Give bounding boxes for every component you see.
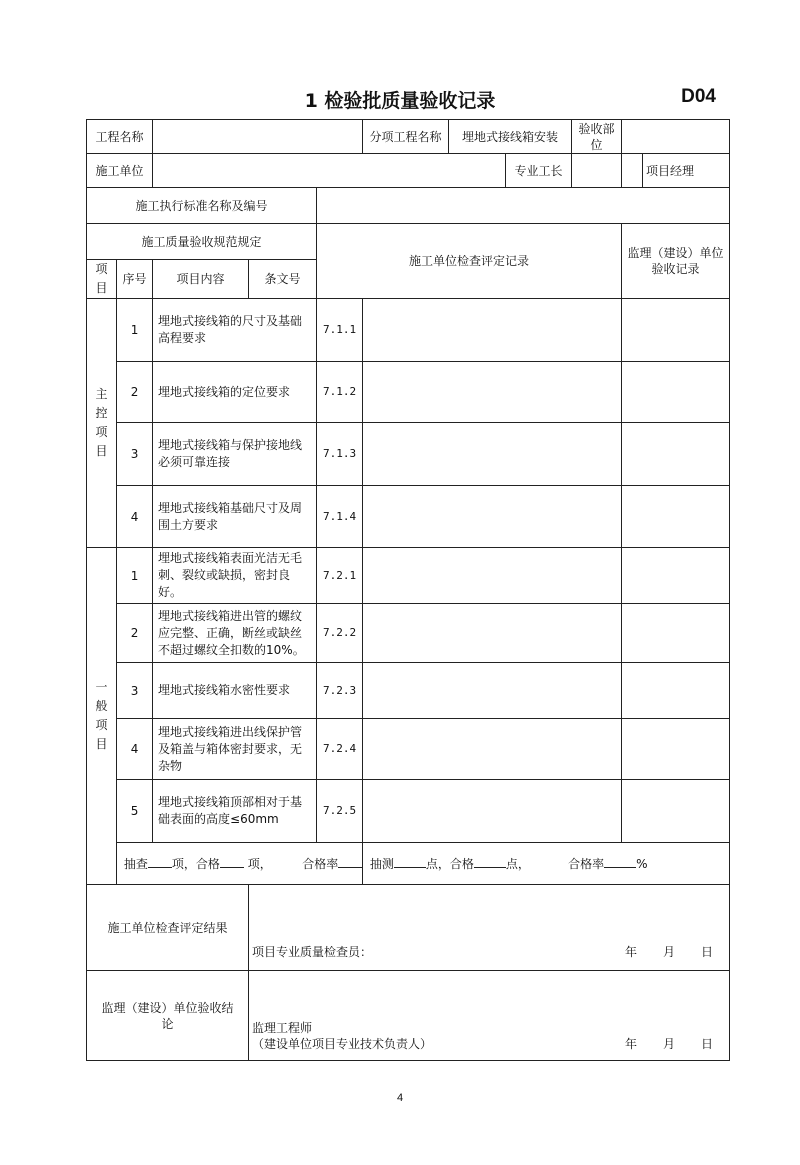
clause-number: 7.1.2 xyxy=(317,362,363,423)
spec-header: 施工质量验收规范规定 xyxy=(87,224,317,260)
foreman-value[interactable] xyxy=(572,154,622,188)
main-control-label: 主控项目 xyxy=(87,299,117,548)
rate-blank-2[interactable] xyxy=(604,857,636,868)
item-content: 埋地式接线箱与保护接地线必须可靠连接 xyxy=(153,423,317,486)
seq-number: 2 xyxy=(117,604,153,663)
clause-number: 7.1.4 xyxy=(317,486,363,548)
supervision-cell[interactable] xyxy=(622,299,730,362)
item-content: 埋地式接线箱的定位要求 xyxy=(153,362,317,423)
unit-check-cell[interactable] xyxy=(363,663,622,719)
supervision-cell[interactable] xyxy=(622,663,730,719)
inspection-record-table xyxy=(86,119,730,1061)
sub-project-value[interactable]: 埋地式接线箱安装 xyxy=(449,120,572,154)
measurement-grid[interactable] xyxy=(363,780,622,843)
seq-number: 4 xyxy=(117,719,153,780)
supervision-cell[interactable] xyxy=(622,548,730,604)
unit-check-header: 施工单位检查评定记录 xyxy=(317,224,622,299)
item-content: 埋地式接线箱的尺寸及基础高程要求 xyxy=(153,299,317,362)
day-label: 日 xyxy=(701,945,714,959)
project-row xyxy=(87,120,730,154)
checked-items-blank[interactable] xyxy=(148,857,172,868)
general-row-4 xyxy=(87,719,730,780)
construction-unit-row xyxy=(87,154,730,188)
seq-number: 3 xyxy=(117,663,153,719)
item-header: 项目 xyxy=(87,260,117,299)
sampling-summary xyxy=(117,843,363,885)
engineer-note: （建设单位项目专业技术负责人） xyxy=(252,1037,433,1051)
check-label: 抽查 xyxy=(123,856,148,871)
supervision-cell[interactable] xyxy=(622,423,730,486)
points-unit: 点，合格 xyxy=(425,856,474,871)
inspector-label: 项目专业质量检查员： xyxy=(252,945,373,959)
clause-number: 7.2.2 xyxy=(317,604,363,663)
main-control-row-1 xyxy=(87,299,730,362)
year-label: 年 xyxy=(625,945,638,959)
measure-label: 抽测 xyxy=(369,856,394,871)
engineer-label: 监理工程师 xyxy=(252,1021,313,1035)
supervision-cell[interactable] xyxy=(622,486,730,548)
general-row-5 xyxy=(87,780,730,843)
document-title: 1 检验批质量验收记录 xyxy=(304,90,496,112)
seq-number: 5 xyxy=(117,780,153,843)
unit-check-cell[interactable] xyxy=(363,362,622,423)
item-content: 埋地式接线箱水密性要求 xyxy=(153,663,317,719)
clause-number: 7.1.3 xyxy=(317,423,363,486)
unit-check-cell[interactable] xyxy=(363,719,622,780)
rate-label-2: 合格率 xyxy=(568,856,605,871)
measured-points-blank[interactable] xyxy=(394,857,426,868)
seq-number: 1 xyxy=(117,299,153,362)
month-label: 月 xyxy=(663,945,676,959)
unit-check-cell[interactable] xyxy=(363,604,622,663)
supervision-cell[interactable] xyxy=(622,780,730,843)
acceptance-part-label: 验收部位 xyxy=(572,120,622,154)
standard-label: 施工执行标准名称及编号 xyxy=(87,188,317,224)
supervision-header: 监理（建设）单位验收记录 xyxy=(622,224,730,299)
unit-check-cell[interactable] xyxy=(363,548,622,604)
content-header: 项目内容 xyxy=(153,260,249,299)
clause-number: 7.2.1 xyxy=(317,548,363,604)
measure-summary xyxy=(363,843,730,885)
item-content: 埋地式接线箱表面光洁无毛刺、裂纹或缺损，密封良好。 xyxy=(153,548,317,604)
general-label: 一般项目 xyxy=(87,548,117,885)
points-unit-2: 点， xyxy=(505,856,530,871)
seq-number: 2 xyxy=(117,362,153,423)
unit-result-cell[interactable] xyxy=(249,885,730,971)
unit-result-label: 施工单位检查评定结果 xyxy=(87,885,249,971)
seq-number: 3 xyxy=(117,423,153,486)
item-content: 埋地式接线箱基础尺寸及周围土方要求 xyxy=(153,486,317,548)
item-content: 埋地式接线箱顶部相对于基础表面的高度≤60mm xyxy=(153,780,317,843)
day-label: 日 xyxy=(701,1037,714,1051)
clause-number: 7.1.1 xyxy=(317,299,363,362)
manager-cell[interactable] xyxy=(643,154,730,188)
main-control-row-3 xyxy=(87,423,730,486)
page-number: 4 xyxy=(396,1092,404,1104)
acceptance-part-value[interactable] xyxy=(622,120,730,154)
foreman-label: 专业工长 xyxy=(506,154,572,188)
clause-header: 条文号 xyxy=(249,260,317,299)
item-content: 埋地式接线箱进出管的螺纹应完整、正确，断丝或缺丝不超过螺纹全扣数的10%。 xyxy=(153,604,317,663)
supervision-cell[interactable] xyxy=(622,362,730,423)
spec-header-row xyxy=(87,224,730,260)
standard-row xyxy=(87,188,730,224)
clause-number: 7.2.4 xyxy=(317,719,363,780)
supervision-cell[interactable] xyxy=(622,604,730,663)
rate-label: 合格率 xyxy=(302,856,339,871)
supervision-result-row xyxy=(87,971,730,1061)
manager-label-cell xyxy=(622,154,643,188)
item-content: 埋地式接线箱进出线保护管及箱盖与箱体密封要求，无杂物 xyxy=(153,719,317,780)
main-control-row-2 xyxy=(87,362,730,423)
supervision-cell[interactable] xyxy=(622,719,730,780)
year-label: 年 xyxy=(625,1037,638,1051)
unit-result-row xyxy=(87,885,730,971)
standard-value[interactable] xyxy=(317,188,730,224)
unit-check-cell[interactable] xyxy=(363,423,622,486)
qualified-items-blank[interactable] xyxy=(220,857,244,868)
percent-sign-2: % xyxy=(636,856,648,871)
project-name-label: 工程名称 xyxy=(87,120,153,154)
seq-number: 1 xyxy=(117,548,153,604)
supervision-result-date xyxy=(612,1036,726,1052)
supervision-result-signline xyxy=(252,1036,726,1052)
seq-number: 4 xyxy=(117,486,153,548)
unit-result-date xyxy=(612,944,726,960)
qualified-points-blank[interactable] xyxy=(474,857,506,868)
general-row-3 xyxy=(87,663,730,719)
clause-number: 7.2.3 xyxy=(317,663,363,719)
unit-check-cell[interactable] xyxy=(363,299,622,362)
clause-number: 7.2.5 xyxy=(317,780,363,843)
items-unit: 项，合格 xyxy=(171,856,220,871)
form-code: D04 xyxy=(681,86,716,107)
month-label: 月 xyxy=(663,1037,676,1051)
seq-header: 序号 xyxy=(117,260,153,299)
items-unit-2: 项， xyxy=(247,856,272,871)
unit-result-signline xyxy=(252,944,726,960)
project-name-value[interactable] xyxy=(153,120,363,154)
general-row-1 xyxy=(87,548,730,604)
general-row-2 xyxy=(87,604,730,663)
sub-project-label: 分项工程名称 xyxy=(363,120,449,154)
manager-label: 项目经理 xyxy=(646,163,695,178)
rate-blank[interactable] xyxy=(338,857,362,868)
construction-unit-value[interactable] xyxy=(153,154,506,188)
main-control-row-4 xyxy=(87,486,730,548)
construction-unit-label: 施工单位 xyxy=(87,154,153,188)
summary-row xyxy=(87,843,730,885)
unit-check-cell[interactable] xyxy=(363,486,622,548)
supervision-result-label: 监理（建设）单位验收结论 xyxy=(87,971,249,1061)
supervision-result-cell[interactable] xyxy=(249,971,730,1061)
